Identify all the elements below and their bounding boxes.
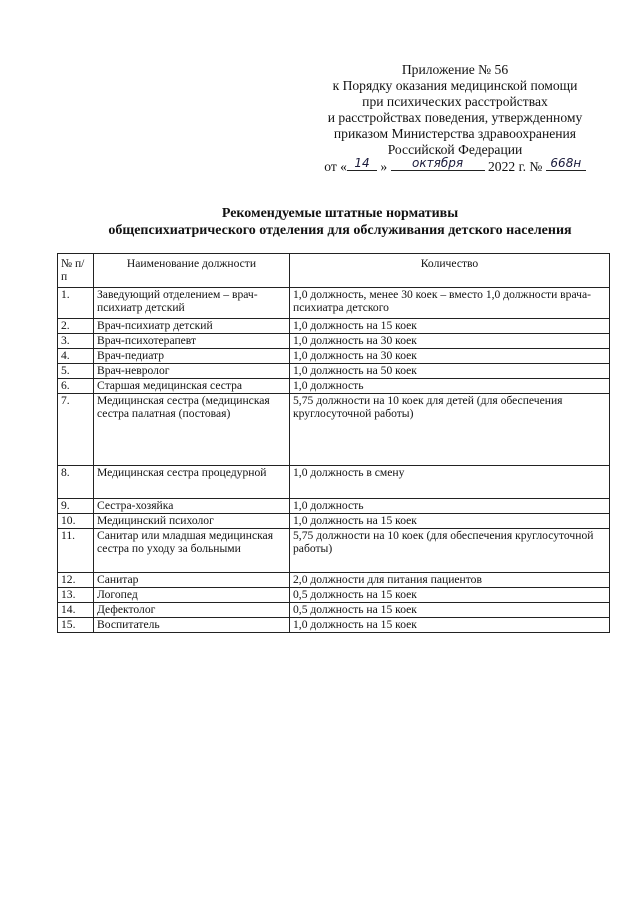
appendix-line: при психических расстройствах (362, 94, 548, 109)
row-quantity: 1,0 должность на 50 коек (290, 364, 610, 379)
row-position: Врач-невролог (94, 364, 290, 379)
row-position: Санитар (94, 573, 290, 588)
row-number: 8. (58, 466, 94, 499)
row-number: 1. (58, 288, 94, 319)
table-row (58, 529, 610, 573)
staffing-table (57, 253, 610, 633)
table-row (58, 379, 610, 394)
row-position: Врач-педиатр (94, 349, 290, 364)
table-row (58, 394, 610, 466)
appendix-line: к Порядку оказания медицинской помощи (332, 78, 578, 93)
row-position: Медицинская сестра процедурной (94, 466, 290, 499)
table-row (58, 573, 610, 588)
row-position: Логопед (94, 588, 290, 603)
appendix-line: Российской Федерации (387, 142, 523, 157)
row-position: Врач-психиатр детский (94, 319, 290, 334)
row-quantity: 1,0 должность на 30 коек (290, 334, 610, 349)
table-header-row (58, 254, 610, 288)
table-row (58, 588, 610, 603)
table-row (58, 514, 610, 529)
row-number: 10. (58, 514, 94, 529)
row-quantity: 0,5 должность на 15 коек (290, 588, 610, 603)
row-quantity: 1,0 должность, менее 30 коек – вместо 1,0 должности врача-психиатра детского (290, 288, 610, 319)
row-number: 5. (58, 364, 94, 379)
row-position: Медицинский психолог (94, 514, 290, 529)
table-row (58, 334, 610, 349)
order-number: 668н (550, 156, 582, 170)
row-number: 4. (58, 349, 94, 364)
row-quantity: 2,0 должности для питания пациентов (290, 573, 610, 588)
table-row (58, 319, 610, 334)
table-row (58, 603, 610, 618)
row-quantity: 0,5 должность на 15 коек (290, 603, 610, 618)
row-number: 12. (58, 573, 94, 588)
row-number: 6. (58, 379, 94, 394)
date-mid: » (380, 159, 388, 174)
header-quantity: Количество (290, 254, 610, 288)
appendix-line: приказом Министерства здравоохранения (333, 126, 577, 141)
row-position: Дефектолог (94, 603, 290, 618)
date-month-field (391, 158, 485, 175)
table-row (58, 288, 610, 319)
row-quantity: 1,0 должность в смену (290, 466, 610, 499)
row-position: Санитар или младшая медицинская сестра по уходу за больными (94, 529, 290, 573)
table-row (58, 349, 610, 364)
row-quantity: 1,0 должность на 30 коек (290, 349, 610, 364)
title-line-1: Рекомендуемые штатные нормативы (221, 206, 459, 221)
header-position: Наименование должности (94, 254, 290, 288)
row-number: 13. (58, 588, 94, 603)
row-quantity: 1,0 должность (290, 379, 610, 394)
row-number: 9. (58, 499, 94, 514)
table-row (58, 618, 610, 633)
table-row (58, 499, 610, 514)
appendix-line: и расстройствах поведения, утвержденному (327, 110, 583, 125)
row-quantity: 1,0 должность на 15 коек (290, 319, 610, 334)
row-position: Воспитатель (94, 618, 290, 633)
row-quantity: 5,75 должности на 10 коек (для обеспечения круглосуточной работы) (290, 529, 610, 573)
header-number: № п/п (58, 254, 94, 288)
table-row (58, 466, 610, 499)
document-title (40, 205, 640, 239)
row-position: Заведующий отделением – врач-психиатр детский (94, 288, 290, 319)
row-position: Старшая медицинская сестра (94, 379, 290, 394)
appendix-header (300, 62, 610, 175)
row-number: 11. (58, 529, 94, 573)
appendix-number: Приложение № 56 (401, 62, 509, 77)
row-number: 2. (58, 319, 94, 334)
row-position: Медицинская сестра (медицинская сестра палатная (постовая) (94, 394, 290, 466)
row-number: 15. (58, 618, 94, 633)
row-quantity: 5,75 должности на 10 коек для детей (для обеспечения круглосуточной работы) (290, 394, 610, 466)
title-line-2: общепсихиатрического отделения для обслуживания детского населения (108, 223, 572, 238)
row-number: 3. (58, 334, 94, 349)
row-position: Сестра-хозяйка (94, 499, 290, 514)
row-number: 7. (58, 394, 94, 466)
date-day-field (347, 158, 377, 175)
row-quantity: 1,0 должность на 15 коек (290, 514, 610, 529)
row-quantity: 1,0 должность (290, 499, 610, 514)
order-number-field (546, 158, 586, 175)
row-number: 14. (58, 603, 94, 618)
table-row (58, 364, 610, 379)
date-year: 2022 г. № (487, 159, 543, 174)
date-day: 14 (354, 156, 370, 170)
date-prefix: от « (324, 159, 347, 174)
row-position: Врач-психотерапевт (94, 334, 290, 349)
date-month: октября (412, 156, 464, 170)
order-date-line (300, 158, 610, 175)
row-quantity: 1,0 должность на 15 коек (290, 618, 610, 633)
